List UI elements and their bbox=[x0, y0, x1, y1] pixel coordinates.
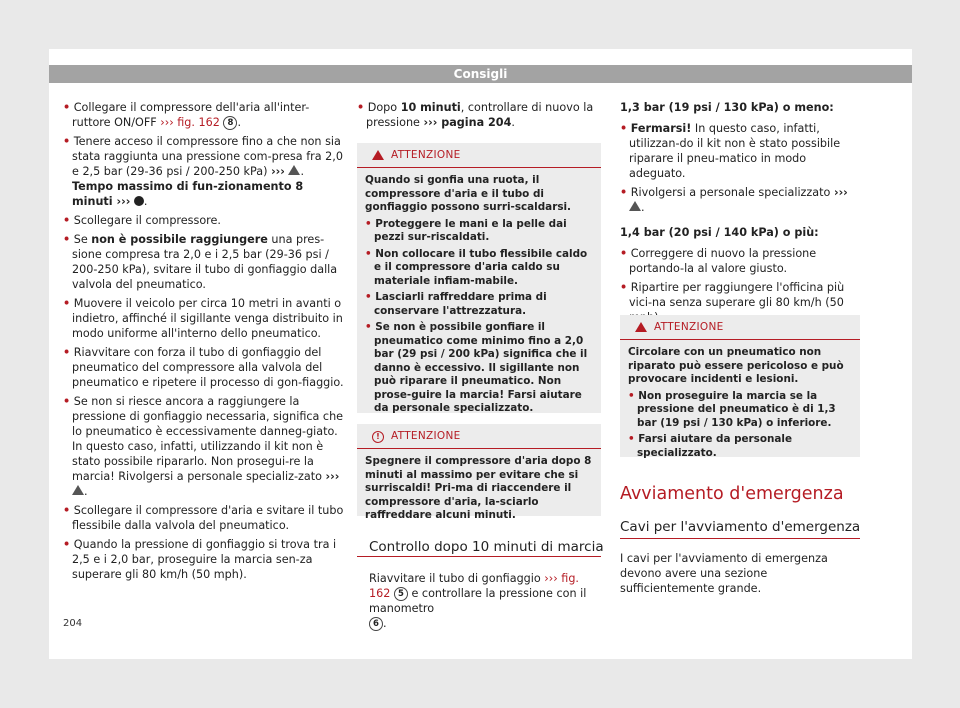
section-rule bbox=[620, 538, 860, 539]
callout-number: 6 bbox=[369, 617, 383, 631]
warning-icon bbox=[635, 322, 647, 332]
warning-item: • Non collocare il tubo flessibile caldo e il compressore d'aria caldo su materiale infiam-mabile. bbox=[365, 247, 588, 287]
page-link[interactable]: ››› pagina 204 bbox=[423, 116, 512, 129]
warning-icon bbox=[288, 165, 300, 175]
warning-label: ATTENZIONE bbox=[654, 321, 724, 333]
step-unscrew: • Scollegare il compressore d'aria e svitare il tubo flessibile dalla valvola del pneumatico. bbox=[63, 504, 344, 532]
section-title: Controllo dopo 10 minuti di marcia bbox=[369, 539, 604, 555]
column-1 bbox=[63, 100, 346, 586]
callout-number: 8 bbox=[223, 116, 237, 130]
chapter-title: Avviamento d'emergenza bbox=[620, 484, 844, 504]
warning-item: • Se non è possibile gonfiare il pneumatico come minimo fino a 2,0 bar (29 psi / 200 kPa) significa che il danno è eccessivo. Il sigillante non può riparare il pneumatico. Non prose-guire la marcia! Farsi aiutare da personale specializzato. bbox=[365, 321, 588, 414]
step-continue: • Quando la pressione di gonfiaggio si trova tra i 2,5 e i 2,0 bar, proseguire la marcia sen-za superare gli 80 km/h (50 mph). bbox=[63, 538, 337, 581]
warning-text: Circolare con un pneumatico non riparato può essere pericoloso e può provocare incidenti e lesioni. bbox=[628, 346, 844, 385]
pressure-heading: 1,3 bar (19 psi / 130 kPa) o meno: bbox=[620, 101, 834, 114]
warning-item: • Non proseguire la marcia se la pressione del pneumatico è di 1,3 bar (19 psi / 130 kPa) o inferiore. bbox=[628, 389, 836, 429]
warning-item: • Farsi aiutare da personale specializzato. bbox=[628, 433, 793, 459]
step-damaged: • Se non si riesce ancora a raggiungere la pressione di gonfiaggio necessaria, significa che lo pneumatico è eccessivamente danneg-giato. In questo caso, infatti, utilizzando il kit non è stato possibile ripararlo. Non prosegui-re la marcia! Rivolgersi a personale specializ-zato ››› . bbox=[63, 395, 344, 498]
info-icon: ! bbox=[372, 431, 384, 443]
warning-item: • Lasciarli raffreddare prima di conservare l'attrezzatura. bbox=[365, 291, 547, 317]
check-paragraph: Riavvitare il tubo di gonfiaggio ››› fig. 162 5 e controllare la pressione con il manometro 6 . bbox=[369, 572, 587, 630]
fig-link[interactable]: ››› fig. 162 bbox=[369, 572, 579, 600]
warning-item: • Proteggere le mani e la pelle dai pezzi sur-riscaldati. bbox=[365, 217, 567, 243]
pressure-heading: 1,4 bar (20 psi / 140 kPa) o più: bbox=[620, 226, 819, 239]
stop-icon bbox=[134, 196, 144, 206]
column-2 bbox=[357, 100, 601, 134]
warning-text: Quando si gonfia una ruota, il compressore d'aria e il tubo di gonfiaggio possono surri-scaldarsi. bbox=[365, 174, 572, 213]
warning-icon bbox=[372, 150, 384, 160]
step-not-reached: • Se non è possibile raggiungere una pres-sione compresa tra 2,0 e i 2,5 bar (29-36 psi / 200-250 kPa), svitare il tubo di gonfiaggio dalla valvola del pneumatico. bbox=[63, 233, 338, 291]
column-3 bbox=[620, 100, 860, 348]
list-item: • Correggere di nuovo la pressione portando-la al valore giusto. bbox=[620, 247, 817, 275]
step-keep-on: • Tenere acceso il compressore fino a che non sia stata raggiunta una pressione com-presa fra 2,0 e 2,5 bar (29-36 psi / 200-250 kPa) ››› . Tempo massimo di fun-zionamento 8 minuti ››› . bbox=[63, 135, 343, 208]
step-disconnect: • Scollegare il compressore. bbox=[63, 214, 221, 227]
step-check-after: • Dopo 10 minuti, controllare di nuovo la pressione ››› pagina 204. bbox=[357, 101, 594, 129]
warning-text: Spegnere il compressore d'aria dopo 8 minuti al massimo per evitare che si surriscaldi! Pri-ma di riaccendere il compressore d'aria, la-sciarlo raffreddare alcuni minuti. bbox=[365, 455, 592, 521]
list-item: • Rivolgersi a personale specializzato ››› . bbox=[620, 186, 848, 214]
page-header: Consigli bbox=[49, 65, 912, 83]
page-number: 204 bbox=[63, 618, 83, 629]
section-rule bbox=[357, 556, 601, 557]
fig-link[interactable]: fig. 162 bbox=[173, 116, 220, 129]
list-item: • Fermarsi! In questo caso, infatti, utilizzan-do il kit non è stato possibile riparare il pneu-matico in modo adeguato. bbox=[620, 122, 841, 180]
step-move-vehicle: • Muovere il veicolo per circa 10 metri in avanti o indietro, affinché il sigillante venga distribuito in modo uniforme all'interno dello pneumatico. bbox=[63, 297, 343, 340]
warning-box-1 bbox=[357, 143, 601, 413]
warning-box-2 bbox=[357, 424, 601, 521]
bullet-icon: • bbox=[63, 101, 71, 114]
section-title: Cavi per l'avviamento d'emergenza bbox=[620, 519, 861, 535]
step-connect: • Collegare il compressore dell'aria all'inter-ruttore ON/OFF ››› fig. 162 8 . bbox=[63, 101, 310, 129]
warning-icon bbox=[629, 201, 641, 211]
warning-label: ATTENZIONE bbox=[391, 149, 461, 161]
warning-box-3 bbox=[620, 315, 860, 457]
warning-icon bbox=[72, 485, 84, 495]
cables-paragraph: I cavi per l'avviamento di emergenza devono avere una sezione sufficientemente grande. bbox=[620, 552, 828, 595]
callout-number: 5 bbox=[394, 587, 408, 601]
step-reattach: • Riavvitare con forza il tubo di gonfiaggio del pneumatico del compressore alla valvola del pneumatico e ripetere il processo di gon-fiaggio. bbox=[63, 346, 344, 389]
list-item: • Ripartire per raggiungere l'officina più vici-na senza superare gli 80 km/h (50 bbox=[620, 281, 845, 309]
warning-label: ATTENZIONE bbox=[391, 430, 461, 442]
